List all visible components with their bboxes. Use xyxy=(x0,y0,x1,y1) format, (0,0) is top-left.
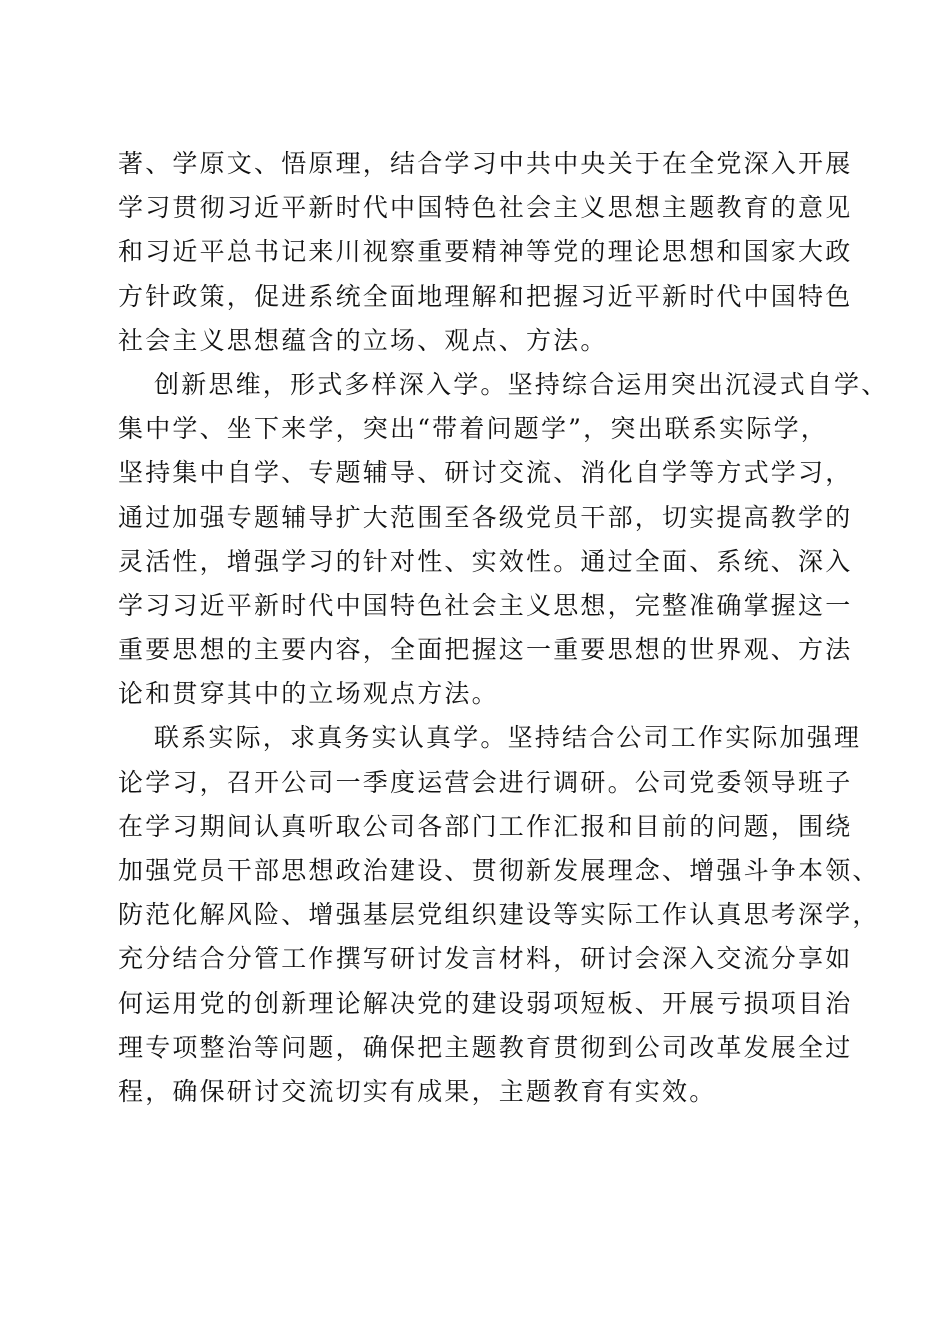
text-line: 社会主义思想蕴含的立场、观点、方法。 xyxy=(118,325,608,355)
text-line: 学习习近平新时代中国特色社会主义思想，完整准确掌握这一 xyxy=(118,590,853,620)
text-line: 学习贯彻习近平新时代中国特色社会主义思想主题教育的意见 xyxy=(118,193,853,223)
paragraph-start-line: 联系实际，求真务实认真学。坚持结合公司工作实际加强理 xyxy=(154,723,862,753)
text-line: 防范化解风险、增强基层党组织建设等实际工作认真思考深学， xyxy=(118,900,880,930)
text-line: 通过加强专题辅导扩大范围至各级党员干部，切实提高教学的 xyxy=(118,502,853,532)
text-line: 程，确保研讨交流切实有成果，主题教育有实效。 xyxy=(118,1076,717,1106)
text-line: 在学习期间认真听取公司各部门工作汇报和目前的问题，围绕 xyxy=(118,811,853,841)
text-line: 集中学、坐下来学，突出“带着问题学”，突出联系实际学， xyxy=(118,414,828,444)
paragraph-start-line: 创新思维，形式多样深入学。坚持综合运用突出沉浸式自学、 xyxy=(154,369,889,399)
text-line: 和习近平总书记来川视察重要精神等党的理论思想和国家大政 xyxy=(118,237,853,267)
body-text xyxy=(118,142,889,1114)
text-line: 理专项整治等问题，确保把主题教育贯彻到公司改革发展全过 xyxy=(118,1032,853,1062)
text-line: 坚持集中自学、专题辅导、研讨交流、消化自学等方式学习， xyxy=(118,458,853,488)
text-line: 论学习，召开公司一季度运营会进行调研。公司党委领导班子 xyxy=(118,767,853,797)
text-line: 充分结合分管工作撰写研讨发言材料，研讨会深入交流分享如 xyxy=(118,944,853,974)
text-line: 加强党员干部思想政治建设、贯彻新发展理念、增强斗争本领、 xyxy=(118,856,880,885)
text-line: 论和贯穿其中的立场观点方法。 xyxy=(118,679,499,709)
text-line: 何运用党的创新理论解决党的建设弱项短板、开展亏损项目治 xyxy=(118,988,853,1018)
text-line: 重要思想的主要内容，全面把握这一重要思想的世界观、方法 xyxy=(118,635,853,665)
text-line: 灵活性，增强学习的针对性、实效性。通过全面、系统、深入 xyxy=(118,546,853,576)
text-line: 方针政策，促进系统全面地理解和把握习近平新时代中国特色 xyxy=(118,281,853,311)
text-line: 著、学原文、悟原理，结合学习中共中央关于在全党深入开展 xyxy=(118,149,853,178)
